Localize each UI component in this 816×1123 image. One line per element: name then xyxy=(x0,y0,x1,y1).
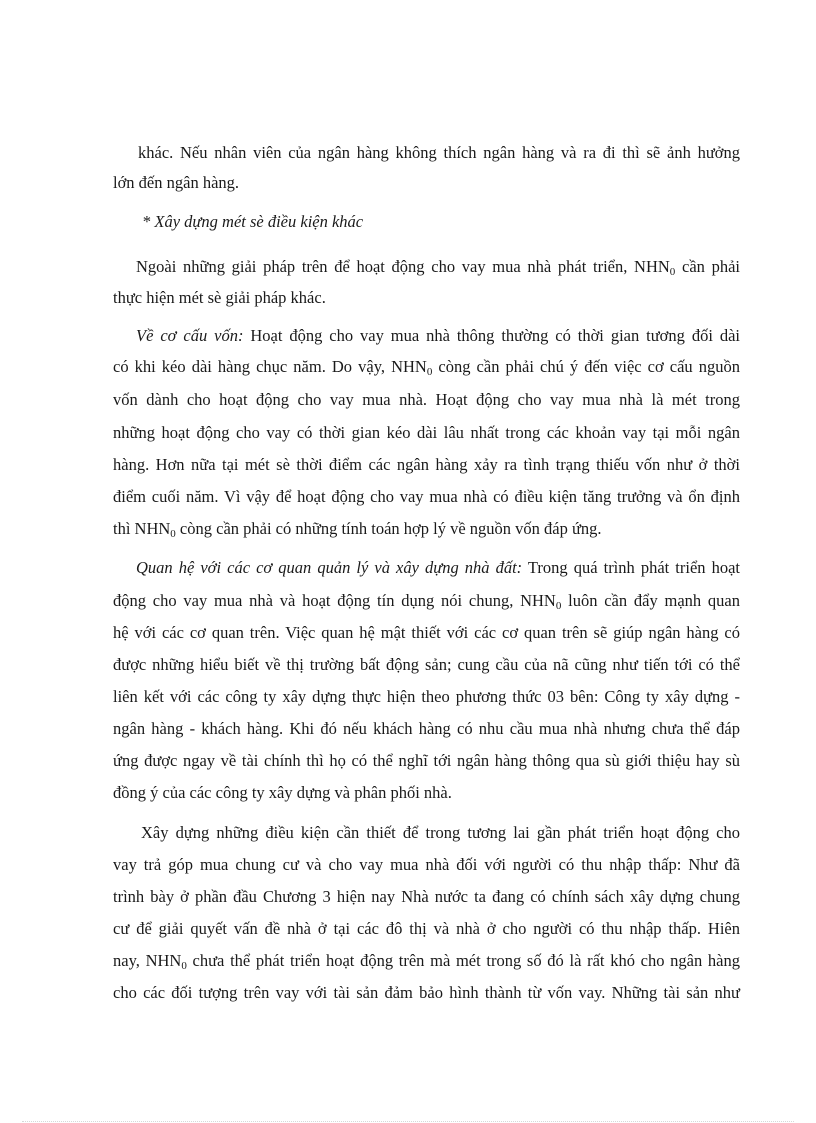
paragraph-line: động cho vay mua nhà và hoạt động tín dụng nói chung, $NHN_0$ luôn cần đẩy mạnh quan xyxy=(113,591,741,612)
paragraph-line: hệ với các cơ quan trên. Việc quan hệ mật thiết với các cơ quan trên sẽ giúp ngân hàng có xyxy=(113,623,740,642)
paragraph-line: liên kết với các công ty xây dựng thực hiện theo phương thức 03 bên: Công ty xây dựng - xyxy=(113,687,740,706)
paragraph-line: lớn đến ngân hàng. xyxy=(113,173,240,192)
paragraph-line: Quan hệ với các cơ quan quản lý và xây dựng nhà đất: Trong quá trình phát triển hoạt xyxy=(136,558,740,577)
paragraph-line: cư để giải quyết vấn đề nhà ở tại các đô thị và nhà ở cho người có thu nhập thấp. Hiên xyxy=(113,919,740,938)
paragraph-lead: Về cơ cấu vốn: xyxy=(136,326,244,345)
paragraph-line: được những hiểu biết về thị trường bất động sản; cung cầu của nã cũng như tiến tới có thể xyxy=(113,655,740,674)
subscript: 0 xyxy=(555,600,562,612)
paragraph-line: hàng. Hơn nữa tại mét sè thời điểm các ngân hàng xảy ra tình trạng thiếu vốn như ở thời xyxy=(113,455,740,474)
page-bottom-rule xyxy=(22,1121,794,1122)
paragraph-line: những hoạt động cho vay có thời gian kéo dài lâu nhất trong các khoản vay tại mỗi ngân xyxy=(113,423,740,442)
subscript: 0 xyxy=(170,528,176,540)
paragraph-line: đồng ý của các công ty xây dựng và phân phối nhà. xyxy=(113,783,452,802)
section-heading: * Xây dựng mét sè điều kiện khác xyxy=(142,212,364,231)
paragraph-line: Về cơ cấu vốn: Hoạt động cho vay mua nhà thông thường có thời gian tương đối dài xyxy=(136,326,740,345)
paragraph-line: có khi kéo dài hàng chục năm. Do vậy, $NHN_0$ còng cần phải chú ý đến việc cơ cấu nguồn xyxy=(113,357,741,378)
paragraph-line: khác. Nếu nhân viên của ngân hàng không thích ngân hàng và ra đi thì sẽ ảnh hưởng xyxy=(138,143,740,162)
paragraph-line: cho các đối tượng trên vay với tài sản đảm bảo hình thành từ vốn vay. Những tài sản như xyxy=(113,983,740,1002)
paragraph-line: trình bày ở phần đầu Chương 3 hiện nay Nhà nước ta đang có chính sách xây dựng chung xyxy=(113,887,740,906)
paragraph-line: ứng được ngay về tài chính thì họ có thể nghĩ tới ngân hàng thông qua sù giới thiệu hay sù xyxy=(113,751,740,770)
paragraph-line: ngân hàng - khách hàng. Khi đó nếu khách hàng có nhu cầu mua nhà nhưng chưa thể đáp xyxy=(113,719,740,738)
paragraph-line: vốn dành cho hoạt động cho vay mua nhà. Hoạt động cho vay mua nhà là mét trong xyxy=(113,390,740,409)
subscript: 0 xyxy=(669,266,676,278)
subscript: 0 xyxy=(181,960,187,972)
paragraph-line: điểm cuối năm. Vì vậy để hoạt động cho vay mua nhà có điều kiện tăng trưởng và ổn định xyxy=(113,487,740,506)
paragraph-line: vay trả góp mua chung cư và cho vay mua nhà đối với người có thu nhập thấp: Như đã xyxy=(113,855,740,874)
paragraph-line: thực hiện mét sè giải pháp khác. xyxy=(113,288,326,307)
paragraph-line: thì $NHN_0$ còng cần phải có những tính toán hợp lý về nguồn vốn đáp ứng. xyxy=(113,519,602,540)
paragraph-lead: Quan hệ với các cơ quan quản lý và xây dựng nhà đất: xyxy=(136,558,523,577)
paragraph-line: Xây dựng những điều kiện cần thiết để trong tương lai gần phát triển hoạt động cho xyxy=(141,823,740,842)
paragraph-line: nay, $NHN_0$ chưa thể phát triển hoạt động trên mà mét trong số đó là rất khó cho ngân hàng xyxy=(113,951,741,972)
paragraph-line: Ngoài những giải pháp trên để hoạt động cho vay mua nhà phát triển, $NHN_0$ cần phải xyxy=(136,257,740,278)
subscript: 0 xyxy=(426,366,433,378)
